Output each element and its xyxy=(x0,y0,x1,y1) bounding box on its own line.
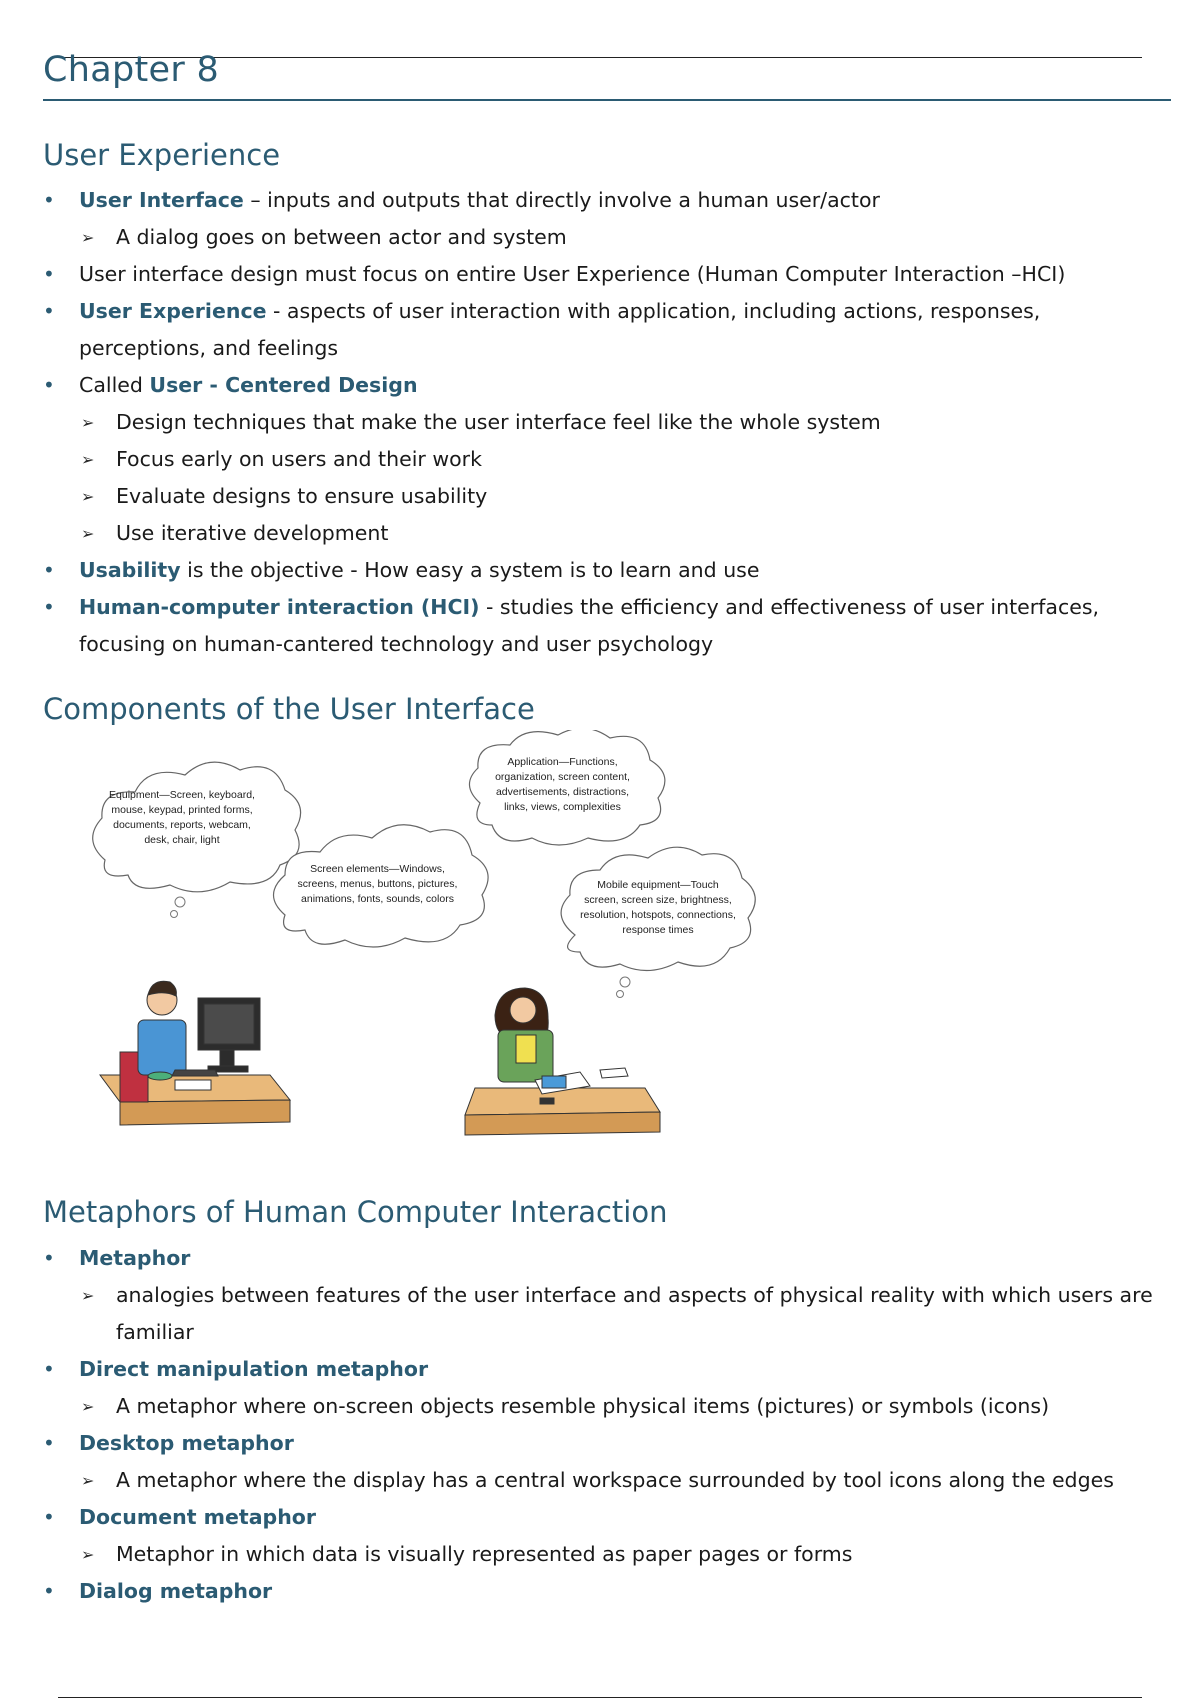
arrow-bullet-icon: ➢ xyxy=(81,487,95,506)
chapter-underline xyxy=(43,99,1171,101)
user-experience-list xyxy=(43,182,1168,663)
ui-components-illustration xyxy=(80,730,800,1170)
arrow-bullet-icon: ➢ xyxy=(81,1397,95,1416)
chapter-title: Chapter 8 xyxy=(43,50,220,90)
list-item: ➢ A metaphor where the display has a central workspace surrounded by tool icons along the edges xyxy=(43,1462,1168,1499)
arrow-bullet-icon: ➢ xyxy=(81,524,95,543)
list-item: • User interface design must focus on entire User Experience (Human Computer Interaction –HCI) xyxy=(43,256,1168,293)
list-item: • Dialog metaphor xyxy=(43,1573,1168,1610)
bottom-rule xyxy=(58,1697,1142,1698)
list-item: ➢ Evaluate designs to ensure usability xyxy=(43,478,1168,515)
cloud-application: Application—Functions, organization, screen content, advertisements, distractions, links, views, complexities xyxy=(495,756,630,813)
list-item: ➢ Use iterative development xyxy=(43,515,1168,552)
metaphors-list xyxy=(43,1240,1168,1610)
arrow-bullet-icon: ➢ xyxy=(81,228,95,247)
woman-at-desk xyxy=(465,988,660,1135)
list-item: ➢ A metaphor where on-screen objects resemble physical items (pictures) or symbols (icons) xyxy=(43,1388,1168,1425)
section-heading-metaphors: Metaphors of Human Computer Interaction xyxy=(43,1195,668,1229)
section-heading-user-experience: User Experience xyxy=(43,138,281,172)
arrow-bullet-icon: ➢ xyxy=(81,1286,95,1305)
arrow-bullet-icon: ➢ xyxy=(81,1545,95,1564)
list-item: • Desktop metaphor xyxy=(43,1425,1168,1462)
arrow-bullet-icon: ➢ xyxy=(81,413,95,432)
list-item: ➢ A dialog goes on between actor and system xyxy=(43,219,1168,256)
arrow-bullet-icon: ➢ xyxy=(81,450,95,469)
cloud-mobile-equipment: Mobile equipment—Touch screen, screen size, brightness, resolution, hotspots, connections, response times xyxy=(580,879,736,936)
list-item: ➢ analogies between features of the user interface and aspects of physical reality with which users are familiar xyxy=(43,1277,1168,1351)
list-item: • Document metaphor xyxy=(43,1499,1168,1536)
list-item: • Direct manipulation metaphor xyxy=(43,1351,1168,1388)
list-item: • Called User - Centered Design xyxy=(43,367,1168,404)
cloud-equipment: Equipment—Screen, keyboard, mouse, keypad, printed forms, documents, reports, webcam, desk, chair, light xyxy=(109,789,255,846)
list-item: • User Interface – inputs and outputs that directly involve a human user/actor xyxy=(43,182,1168,219)
arrow-bullet-icon: ➢ xyxy=(81,1471,95,1490)
cloud-screen-elements: Screen elements—Windows, screens, menus, buttons, pictures, animations, fonts, sounds, colors xyxy=(297,863,458,905)
list-item: ➢ Focus early on users and their work xyxy=(43,441,1168,478)
list-item: • Human-computer interaction (HCI) - studies the efficiency and effectiveness of user interfaces, focusing on human-cantered technology and user psychology xyxy=(43,589,1168,663)
list-item: • Metaphor xyxy=(43,1240,1168,1277)
list-item: • User Experience - aspects of user interaction with application, including actions, responses, perceptions, and feelings xyxy=(43,293,1168,367)
list-item: ➢ Design techniques that make the user interface feel like the whole system xyxy=(43,404,1168,441)
man-at-desk xyxy=(100,981,290,1125)
list-item: • Usability is the objective - How easy a system is to learn and use xyxy=(43,552,1168,589)
section-heading-components: Components of the User Interface xyxy=(43,692,535,726)
top-rule xyxy=(58,57,1142,58)
list-item: ➢ Metaphor in which data is visually represented as paper pages or forms xyxy=(43,1536,1168,1573)
